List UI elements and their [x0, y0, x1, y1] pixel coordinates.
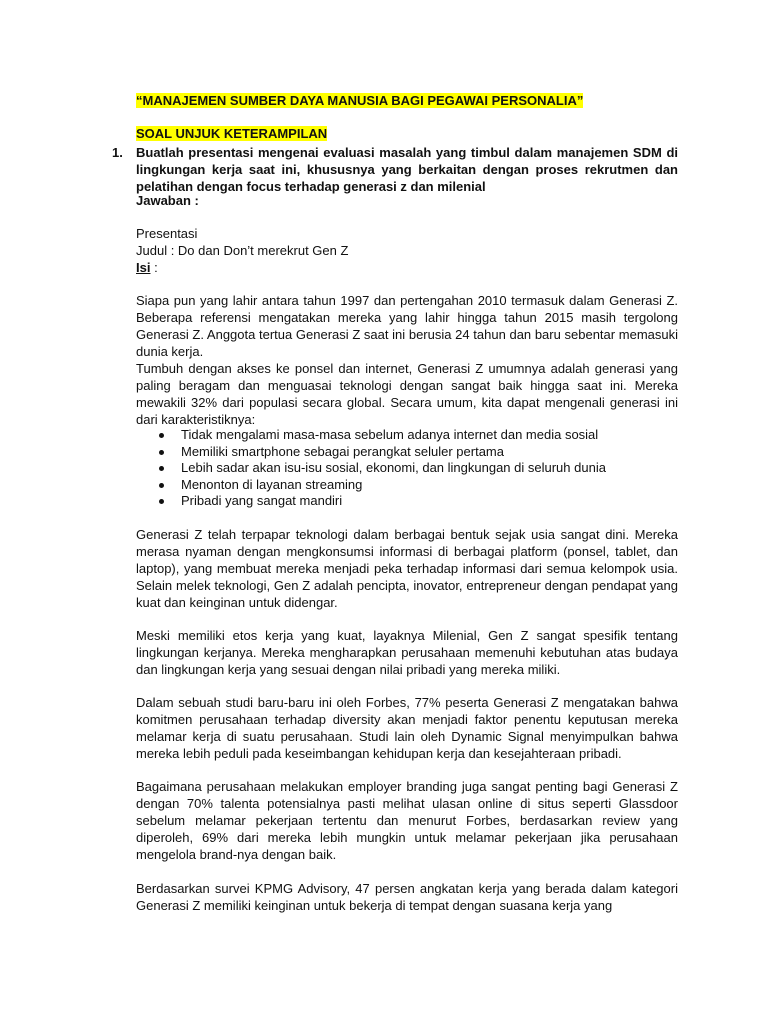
list-item-text: Pribadi yang sangat mandiri: [181, 493, 343, 509]
list-item: [136, 444, 678, 461]
section-heading: [136, 126, 327, 142]
list-item: [136, 493, 678, 510]
paragraph-tech-exposure: Generasi Z telah terpapar teknologi dalam berbagai bentuk sejak usia sangat dini. Mereka merasa nyaman dengan mengkonsumsi informasi di berbagai platform (ponsel, tablet, dan laptop), yang membuat mereka menjadi peka terhadap informasi dari semua kelompok usia. Selain melek teknologi, Gen Z adalah pencipta, inovator, entrepreneur dengan pendapat yang kuat dan keinginan untuk didengar.: [136, 527, 678, 610]
answer-label: Jawaban :: [136, 193, 199, 208]
section-heading-text: SOAL UNJUK KETERAMPILAN: [136, 126, 328, 141]
presentation-title: Judul : Do dan Don’t merekrut Gen Z: [136, 243, 349, 258]
bullet-icon: [159, 450, 164, 455]
question-number: 1.: [112, 145, 123, 160]
question-text: Buatlah presentasi mengenai evaluasi masalah yang timbul dalam manajemen SDM di lingkungan kerja saat ini, khususnya yang berkaitan dengan proses rekrutmen dan pelatihan dengan focus terhadap generasi z dan milenial: [136, 145, 678, 194]
bullet-icon: [159, 499, 164, 504]
list-item-text: Lebih sadar akan isu-isu sosial, ekonomi, dan lingkungan di seluruh dunia: [181, 460, 606, 476]
isi-line: [136, 260, 158, 276]
isi-label: Isi: [136, 260, 151, 275]
characteristics-list: [136, 427, 678, 510]
list-item: [136, 427, 678, 444]
document-title-text: “MANAJEMEN SUMBER DAYA MANUSIA BAGI PEGAWAI PERSONALIA”: [136, 93, 584, 108]
list-item-text: Menonton di layanan streaming: [181, 476, 363, 492]
bullet-icon: [159, 483, 164, 488]
list-item: [136, 460, 678, 477]
paragraph-gen-z-tech: Tumbuh dengan akses ke ponsel dan internet, Generasi Z umumnya adalah generasi yang paling beragam dan menguasai teknologi dengan sangat baik hingga saat ini. Mereka mewakili 32% dari populasi secara global. Secara umum, kita dapat mengenali generasi ini dari karakteristiknya:: [136, 361, 678, 427]
presentation-label: Presentasi: [136, 226, 198, 241]
list-item-text: Tidak mengalami masa-masa sebelum adanya internet dan media sosial: [181, 427, 599, 442]
paragraph-employer-branding: Bagaimana perusahaan melakukan employer branding juga sangat penting bagi Generasi Z dengan 70% talenta potensialnya pasti melihat ulasan online di situs seperti Glassdoor sebelum melamar pekerjaan tertentu dan menurut Forbes, berdasarkan review yang diperoleh, 69% dari mereka lebih mungkin untuk melamar pekerjaan jika perusahaan mengelola brand-nya dengan baik.: [136, 779, 678, 862]
bullet-icon: [159, 433, 164, 438]
document-title: [136, 93, 583, 109]
paragraph-gen-z-birth: Siapa pun yang lahir antara tahun 1997 dan pertengahan 2010 termasuk dalam Generasi Z. Beberapa referensi mengatakan mereka yang lahir hingga tahun 2015 masih tergolong Generasi Z. Anggota tertua Generasi Z saat ini berusia 24 tahun dan baru sebentar memasuki dunia kerja.: [136, 293, 678, 359]
paragraph-forbes-study: Dalam sebuah studi baru-baru ini oleh Forbes, 77% peserta Generasi Z mengatakan bahwa komitmen perusahaan terhadap diversity akan menjadi faktor penentu keputusan mereka melamar kerja di suatu perusahaan. Studi lain oleh Dynamic Signal menyimpulkan bahwa mereka lebih peduli pada keseimbangan kehidupan kerja dan kesejahteraan pribadi.: [136, 695, 678, 761]
bullet-icon: [159, 466, 164, 471]
paragraph-work-ethic: Meski memiliki etos kerja yang kuat, layaknya Milenial, Gen Z sangat spesifik tentang lingkungan kerjanya. Mereka mengharapkan perusahaan memenuhi kebutuhan atas budaya dan lingkungan kerja yang sesuai dengan nilai pribadi yang mereka miliki.: [136, 628, 678, 677]
list-item-text: Memiliki smartphone sebagai perangkat seluler pertama: [181, 443, 504, 459]
paragraph-kpmg-survey: Berdasarkan survei KPMG Advisory, 47 persen angkatan kerja yang berada dalam kategori Generasi Z memiliki keinginan untuk bekerja di tempat dengan suasana kerja yang: [136, 881, 678, 913]
list-item: [136, 477, 678, 494]
isi-suffix: :: [150, 260, 158, 275]
